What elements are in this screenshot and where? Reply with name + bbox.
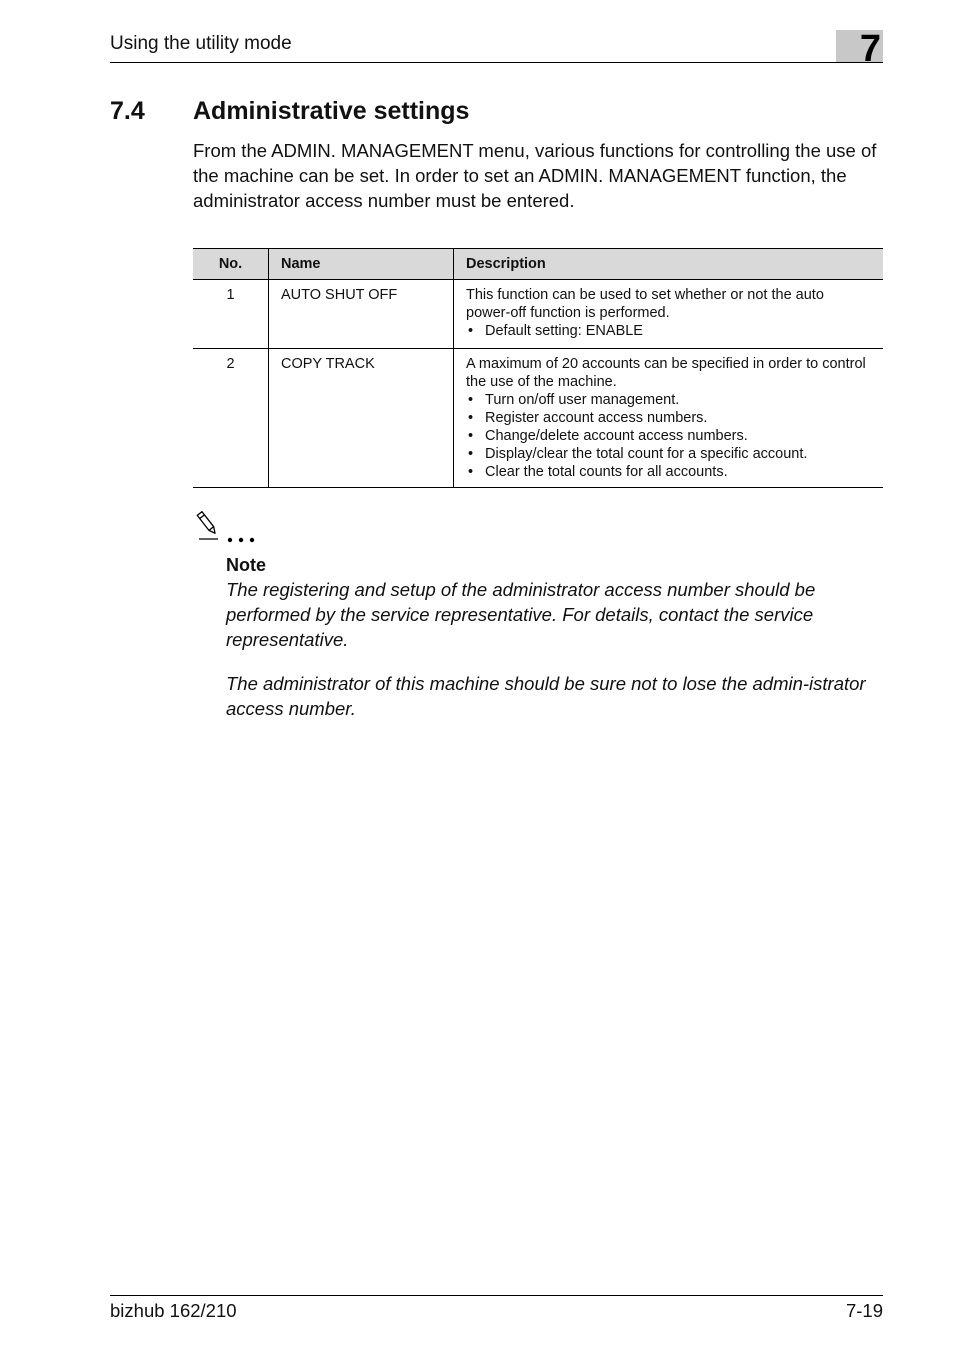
function-name: AUTO SHUT OFF	[269, 280, 454, 349]
chapter-tab	[836, 28, 883, 70]
row-number: 1	[193, 280, 269, 349]
description-text: This function can be used to set whether or not the auto power-off function is performed.	[466, 287, 824, 321]
bullet-item: • Clear the total counts for all accounts.	[466, 463, 871, 481]
column-header-description: Description	[454, 249, 884, 280]
running-header-title: Using the utility mode	[110, 33, 292, 54]
table-row	[193, 280, 883, 349]
function-description	[454, 280, 884, 349]
bullet-item: • Default setting: ENABLE	[466, 322, 871, 340]
admin-settings-table	[193, 248, 883, 488]
intro-paragraph: From the ADMIN. MANAGEMENT menu, various functions for controlling the use of the machine can be set. In order to set an ADMIN. MANAGEMENT function, the administrator access number must be entered.	[193, 140, 877, 211]
header-divider	[110, 62, 883, 63]
description-bullets	[466, 322, 871, 340]
table-row	[193, 349, 883, 488]
function-name: COPY TRACK	[269, 349, 454, 488]
bullet-item: • Turn on/off user management.	[466, 391, 871, 409]
row-number: 2	[193, 349, 269, 488]
pencil-note-icon	[196, 508, 260, 544]
section-title: Administrative settings	[193, 97, 470, 125]
column-header-no: No.	[193, 249, 269, 280]
bullet-item: • Register account access numbers.	[466, 409, 871, 427]
note-paragraph: The registering and setup of the administrator access number should be performed by the service representative. For details, contact the service representative.	[226, 579, 816, 650]
note-paragraph: The administrator of this machine should be sure not to lose the admin-istrator access number.	[226, 673, 866, 719]
bullet-item: • Change/delete account access numbers.	[466, 427, 871, 445]
section-number: 7.4	[110, 97, 145, 125]
description-text: A maximum of 20 accounts can be specified in order to control the use of the machine.	[466, 356, 866, 390]
footer-page-number: 7-19	[845, 1300, 883, 1321]
column-header-name: Name	[269, 249, 454, 280]
function-description	[454, 349, 884, 488]
bullet-item: • Display/clear the total count for a specific account.	[466, 445, 871, 463]
table-header-row	[193, 249, 883, 280]
chapter-number: 7	[859, 28, 881, 70]
footer-product-name: bizhub 162/210	[110, 1300, 237, 1321]
footer-divider	[110, 1295, 883, 1296]
description-bullets	[466, 391, 871, 481]
note-label: Note	[226, 555, 266, 575]
